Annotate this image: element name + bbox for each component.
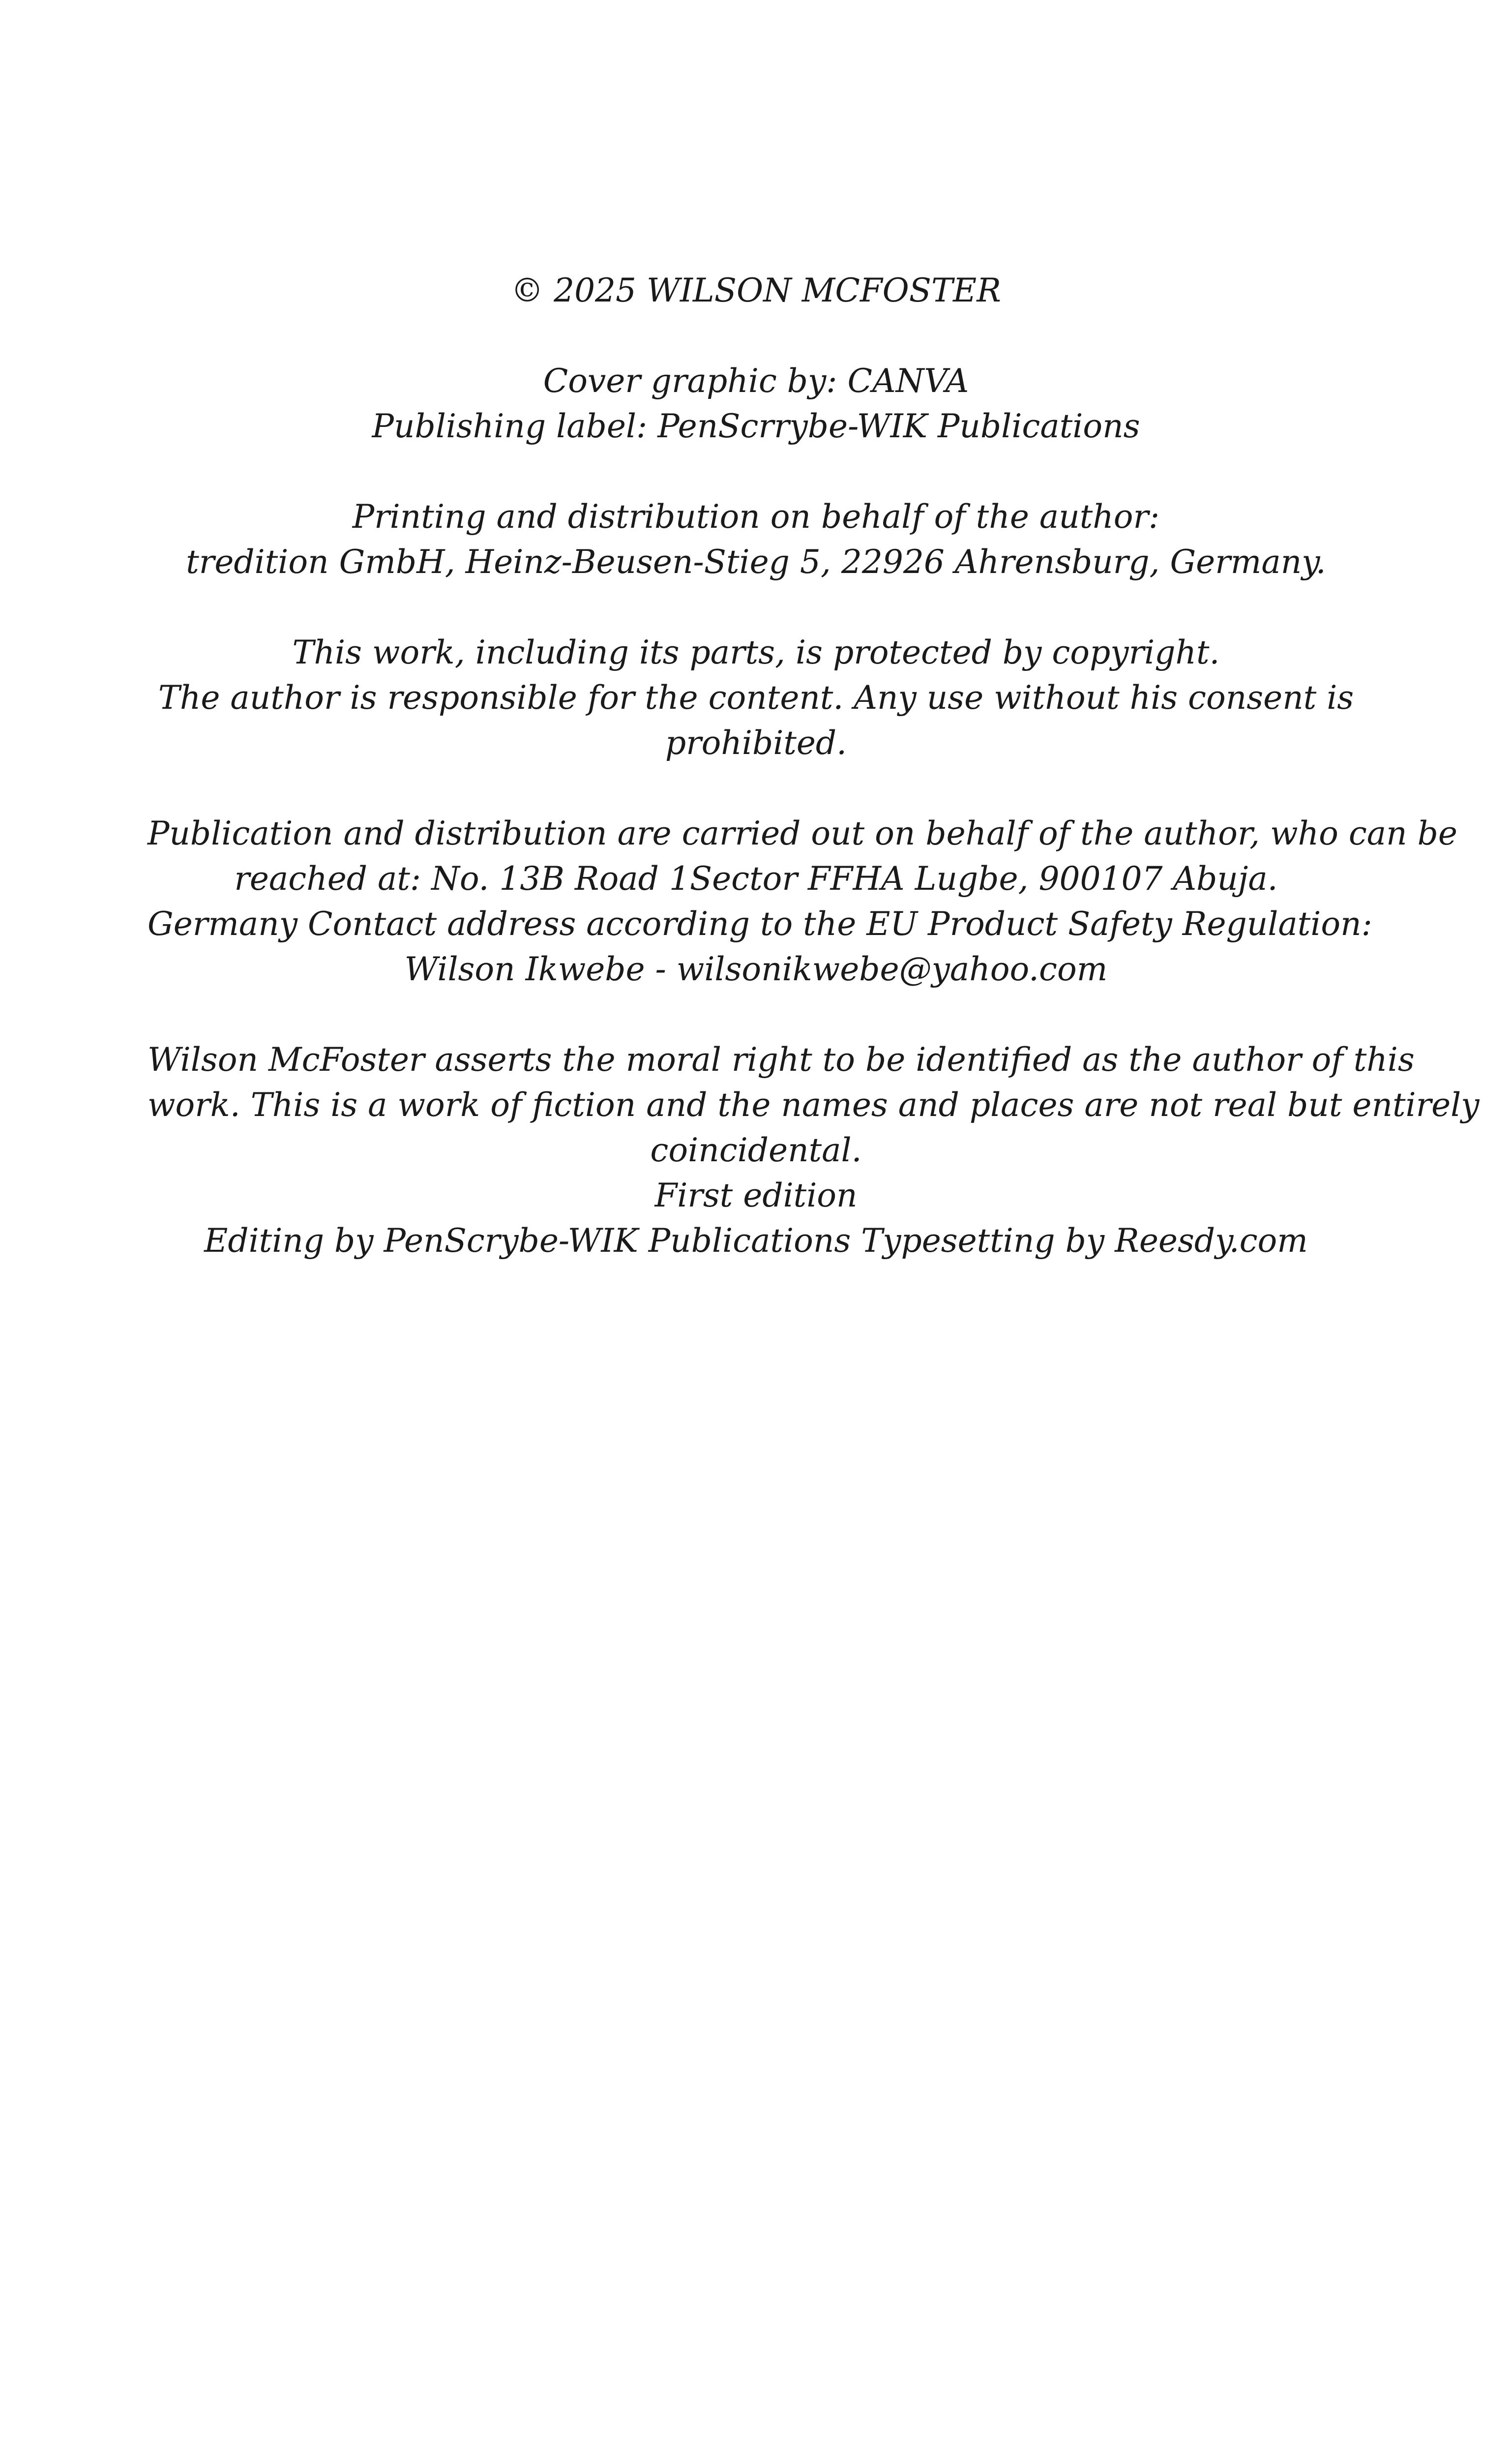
spacer [148,992,1364,1037]
fiction-disclaimer-end: coincidental. [650,1131,862,1169]
printer-address: tredition GmbH, Heinz-Beusen-Stieg 5, 22926 Ahrensburg, Germany. [186,543,1326,581]
printing-distribution-line: Printing and distribution on behalf of the author: [352,498,1160,536]
spacer [148,449,1364,494]
spacer [148,313,1364,359]
publishing-label: Publishing label: PenScrrybe-WIK Publications [372,407,1140,445]
copyright-notice [148,268,1480,1264]
author-address: reached at: No. 13B Road 1Sector FFHA Lugbe, 900107 Abuja. [234,860,1278,898]
cover-graphic-credit: Cover graphic by: CANVA [543,362,969,400]
copyright-protection-line: This work, including its parts, is protected by copyright. [292,633,1220,671]
author-responsibility-line: The author is responsible for the content. Any use without his consent is [158,679,1354,717]
copyright-line: © 2025 WILSON MCFOSTER [511,271,1001,309]
spacer [148,766,1364,811]
fiction-disclaimer: work. This is a work of fiction and the names and places are not real but entirely [148,1086,1480,1124]
eu-contact-details: Wilson Ikwebe - wilsonikwebe@yahoo.com [404,950,1108,988]
edition-line: First edition [654,1176,858,1214]
publication-line: Publication and distribution are carried out on behalf of the author, who can be [148,814,1457,852]
spacer [148,585,1364,630]
moral-right-line: Wilson McFoster asserts the moral right to be identified as the author of this [148,1041,1415,1079]
eu-contact-heading: Germany Contact address according to the EU Product Safety Regulation: [148,905,1372,943]
author-responsibility-line-end: prohibited. [665,724,847,762]
editing-typesetting-credit: Editing by PenScrybe-WIK Publications Typesetting by Reesdy.com [204,1222,1308,1260]
